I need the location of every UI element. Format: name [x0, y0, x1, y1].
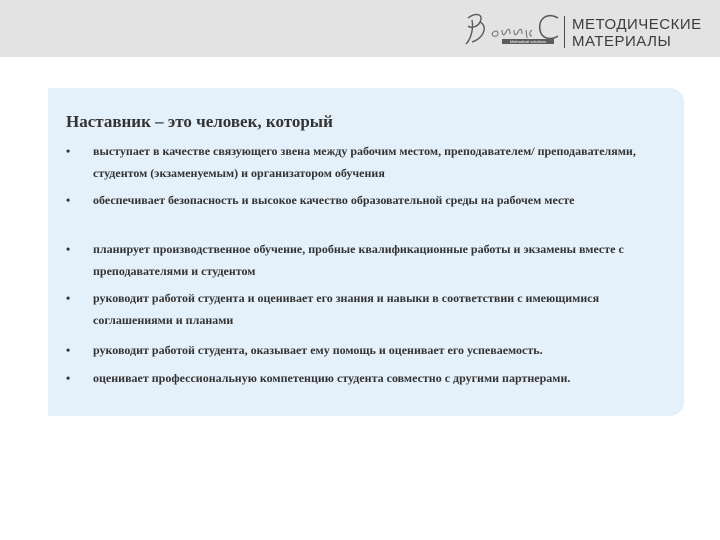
list-item-text: руководит работой студента, оказывает ему помощь и оценивает его успеваемость. — [93, 343, 543, 357]
logo-line-2: МАТЕРИАЛЫ — [572, 33, 672, 50]
bullet-icon: • — [66, 291, 71, 305]
bullet-list — [48, 88, 684, 416]
logo-text — [572, 16, 702, 50]
logo-mark-icon — [462, 8, 562, 52]
logo-script: Bennett — [492, 16, 496, 17]
list-item-text: оценивает профессиональную компетенцию студента совместно с другими партнерами. — [93, 371, 571, 385]
bullet-icon: • — [66, 371, 71, 385]
content-card — [48, 88, 684, 416]
logo — [462, 8, 712, 52]
bullet-icon: • — [66, 193, 71, 207]
card-title: Наставник – это человек, который — [66, 112, 333, 131]
list-item-text: выступает в качестве связующего звена между рабочим местом, преподавателем/ преподавателями, студентом (экзаменуемым) и организатором обучения — [93, 144, 636, 180]
logo-divider — [564, 16, 565, 48]
list-item-text: обеспечивает безопасность и высокое качество образовательной среды на рабочем месте — [93, 193, 575, 207]
list-item-text: планирует производственное обучение, пробные квалификационные работы и экзамены вместе с преподавателями и студентом — [93, 242, 624, 278]
bullet-icon: • — [66, 242, 71, 256]
logo-tagline: Methodical solutions — [509, 39, 547, 44]
header-band — [0, 0, 720, 57]
bullet-icon: • — [66, 144, 71, 158]
logo-line-1: МЕТОДИЧЕСКИЕ — [572, 16, 702, 33]
bullet-icon: • — [66, 343, 71, 357]
list-item-text: руководит работой студента и оценивает его знания и навыки в соответствии с имеющимися соглашениями и планами — [93, 291, 600, 327]
